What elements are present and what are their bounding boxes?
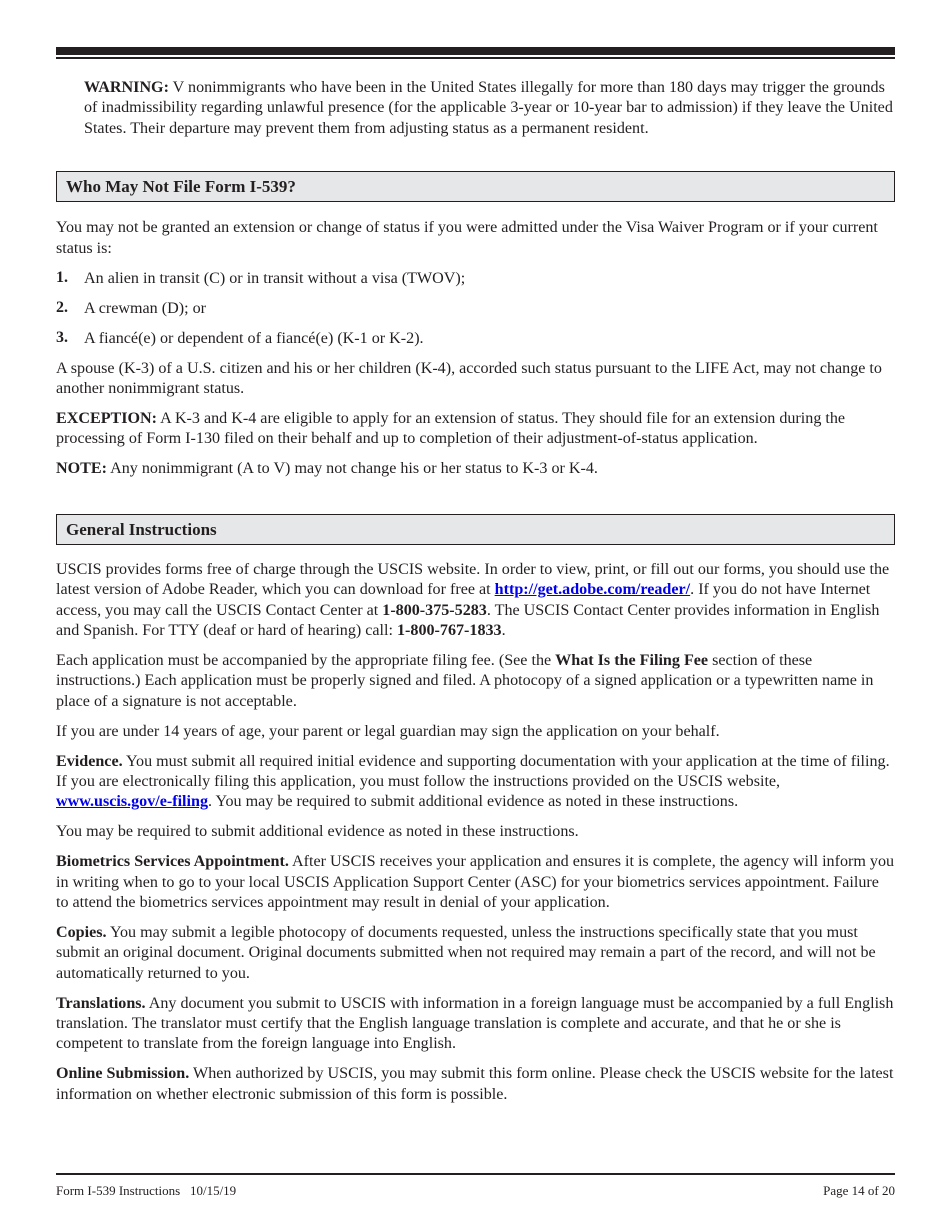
adobe-reader-link[interactable]: http://get.adobe.com/reader/ bbox=[494, 581, 691, 599]
top-rule bbox=[56, 47, 895, 55]
footer bbox=[56, 1183, 895, 1199]
section-heading-who-may-not: Who May Not File Form I-539? bbox=[56, 171, 895, 202]
spouse-paragraph: A spouse (K-3) of a U.S. citizen and his or her children (K-4), accorded such status pursuant to the LIFE Act, may not change to another nonimmigrant status. bbox=[56, 359, 882, 398]
text-span: You may submit a legible photocopy of documents requested, unless the instructions specifically state that you must submit an original document. Original documents submitted when not required may remain a part of the record, and will not be automatically returned to you. bbox=[56, 923, 876, 982]
list-item-text: A fiancé(e) or dependent of a fiancé(e) (K-1 or K-2). bbox=[84, 329, 424, 347]
warning-label: WARNING: bbox=[84, 79, 169, 96]
exception-label: EXCEPTION: bbox=[56, 410, 158, 428]
biometrics-paragraph bbox=[56, 852, 895, 913]
text-span: . The USCIS Contact Center provides information in English and Spanish. For TTY (deaf or hard of hearing) call: bbox=[56, 601, 880, 639]
online-submission-label: Online Submission. bbox=[56, 1065, 190, 1083]
text-span: USCIS provides forms free of charge through the USCIS website. In order to view, print, or fill out our forms, you should use the latest version of Adobe Reader, which you can download for free at bbox=[56, 560, 890, 599]
copies-label: Copies. bbox=[56, 923, 107, 941]
footer-page-number: Page 14 of 20 bbox=[823, 1183, 895, 1198]
text-span: section of these instructions.) Each application must be properly signed and filed. A photocopy of a signed application or a typewritten name in place of a signature is not acceptable. bbox=[56, 651, 874, 710]
list-item-number: 3. bbox=[56, 328, 68, 346]
contact-center-phone: 1-800-375-5283 bbox=[382, 601, 487, 619]
warning-text: V nonimmigrants who have been in the United States illegally for more than 180 days may trigger the grounds of inadmissibility regarding unlawful presence (for the applicable 3-year or 10-year bar to admission) if they leave the United States. Their departure may prevent them from adjusting status as a permanent resident. bbox=[84, 79, 893, 137]
exception-paragraph bbox=[56, 409, 895, 450]
online-submission-paragraph bbox=[56, 1064, 895, 1105]
additional-evidence-paragraph: You may be required to submit additional evidence as noted in these instructions. bbox=[56, 823, 579, 841]
warning-paragraph bbox=[84, 78, 895, 139]
text-span: When authorized by USCIS, you may submit this form online. Please check the USCIS website for the latest information on whether electronic submission of this form is possible. bbox=[56, 1065, 894, 1103]
list-item-number: 1. bbox=[56, 269, 68, 287]
list-item-number: 2. bbox=[56, 298, 68, 316]
note-text: Any nonimmigrant (A to V) may not change his or her status to K-3 or K-4. bbox=[106, 460, 598, 478]
text-span: . If you do not have Internet access, you may call the USCIS Contact Center at bbox=[56, 581, 871, 619]
filing-fee-reference: What Is the Filing Fee bbox=[555, 651, 709, 669]
list-item bbox=[56, 299, 895, 319]
page-content bbox=[56, 78, 895, 1105]
biometrics-label: Biometrics Services Appointment. bbox=[56, 853, 289, 871]
list-item-text: An alien in transit (C) or in transit without a visa (TWOV); bbox=[84, 270, 466, 288]
list-item bbox=[56, 329, 895, 349]
text-span: After USCIS receives your application and ensures it is complete, the agency will inform you in writing when to go to your local USCIS Application Support Center (ASC) for your biometrics services appointment. Failure to attend the biometrics services appointment may result in denial of your application. bbox=[56, 853, 895, 911]
footer-rule bbox=[56, 1173, 895, 1175]
evidence-paragraph bbox=[56, 752, 895, 813]
guardian-paragraph: If you are under 14 years of age, your parent or legal guardian may sign the application on your behalf. bbox=[56, 722, 720, 740]
footer-form-edition: Form I-539 Instructions 10/15/19 bbox=[56, 1183, 237, 1198]
exception-text: A K-3 and K-4 are eligible to apply for an extension of status. They should file for an extension during the processing of Form I-130 filed on their behalf and up to completion of their adjustment-of-status application. bbox=[56, 410, 846, 448]
text-span: Each application must be accompanied by the appropriate filing fee. (See the bbox=[56, 651, 556, 669]
text-span: Any document you submit to USCIS with information in a foreign language must be accompanied by a full English translation. The translator must certify that the English language translation is complete and accurate, and that he or she is competent to translate from the foreign language into English. bbox=[56, 994, 894, 1053]
list-item bbox=[56, 269, 895, 289]
note-paragraph bbox=[56, 459, 895, 479]
filing-fee-paragraph bbox=[56, 651, 895, 712]
top-rule-thin bbox=[56, 57, 895, 59]
note-label: NOTE: bbox=[56, 460, 107, 478]
who-may-not-intro: You may not be granted an extension or change of status if you were admitted under the Visa Waiver Program or if your current status is: bbox=[56, 219, 878, 257]
text-span: . bbox=[501, 622, 506, 639]
translations-label: Translations. bbox=[56, 994, 146, 1012]
forms-availability-paragraph bbox=[56, 560, 895, 642]
tty-phone: 1-800-767-1833 bbox=[397, 622, 502, 639]
translations-paragraph bbox=[56, 994, 895, 1055]
text-span: You must submit all required initial evidence and supporting documentation with your application at the time of filing. If you are electronically filing this application, you must follow the instructions provided on the USCIS website, bbox=[56, 752, 890, 790]
evidence-label: Evidence. bbox=[56, 752, 123, 770]
copies-paragraph bbox=[56, 923, 895, 984]
list-item-text: A crewman (D); or bbox=[84, 299, 206, 317]
text-span: . You may be required to submit additional evidence as noted in these instructions. bbox=[208, 793, 739, 811]
section-heading-general-instructions: General Instructions bbox=[56, 514, 895, 545]
e-filing-link[interactable]: www.uscis.gov/e-filing bbox=[56, 793, 209, 811]
